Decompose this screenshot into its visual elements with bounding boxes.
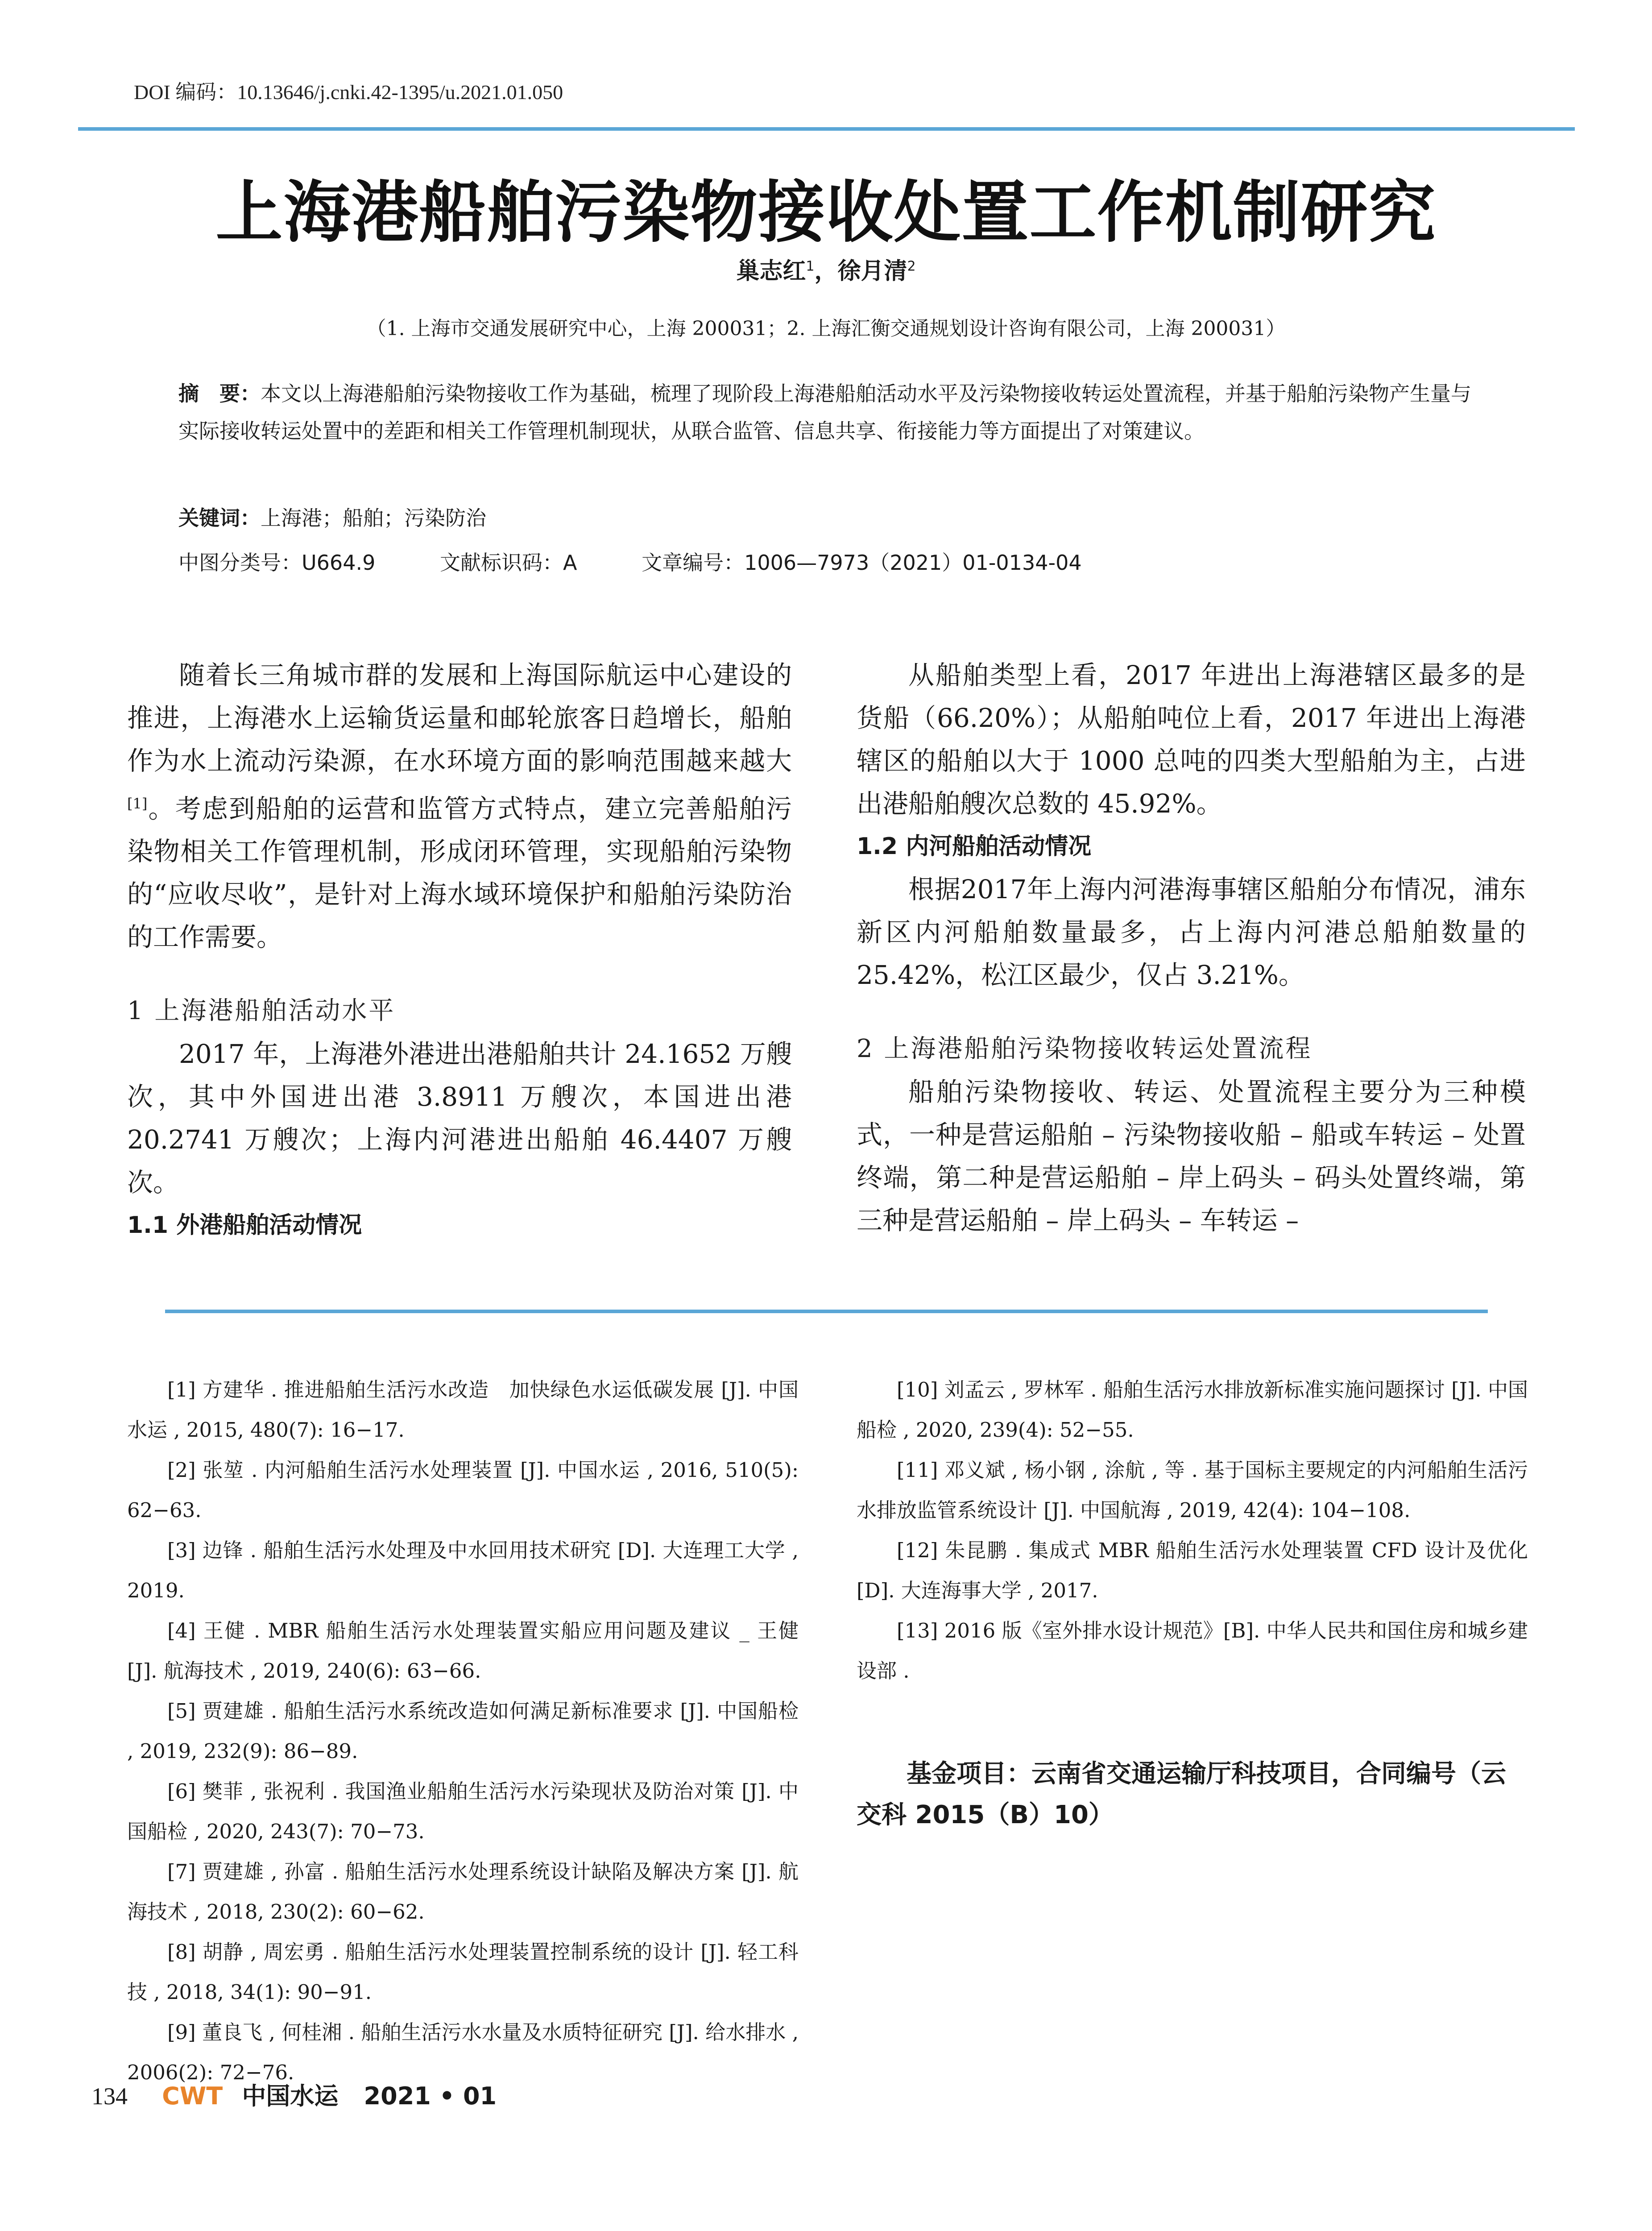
reference-item: [9] 董良飞 , 何桂湘 . 船舶生活污水水量及水质特征研究 [J]. 给水排水 , 2006(2): 72−76. bbox=[127, 2020, 799, 2084]
reference-item: [12] 朱昆鹏 . 集成式 MBR 船舶生活污水处理装置 CFD 设计及优化 [D]. 大连海事大学 , 2017. bbox=[857, 1538, 1528, 1602]
paragraph bbox=[127, 654, 792, 958]
issue-date: 2021 • 01 bbox=[364, 2082, 497, 2110]
article-title: 上海港船舶污染物接收处置工作机制研究 bbox=[215, 173, 1437, 252]
paragraph: 根据2017年上海内河港海事辖区船舶分布情况，浦东新区内河船舶数量最多，占上海内河港总船舶数量的 25.42%，松江区最少，仅占 3.21%。 bbox=[857, 874, 1526, 990]
body-column-right bbox=[857, 654, 1526, 1242]
reference-item: [5] 贾建雄 . 船舶生活污水系统改造如何满足新标准要求 [J]. 中国船检 , 2019, 232(9): 86−89. bbox=[127, 1699, 799, 1763]
header-rule bbox=[78, 127, 1575, 131]
reference-item: [4] 王健 . MBR 船舶生活污水处理装置实船应用问题及建议 _ 王健 [J]. 航海技术 , 2019, 240(6): 63−66. bbox=[127, 1619, 799, 1683]
paragraph: 2017 年，上海港外港进出港船舶共计 24.1652 万艘次，其中外国进出港 3.8911 万艘次，本国进出港 20.2741 万艘次；上海内河港进出船舶 46.4407 万艘次。 bbox=[127, 1039, 792, 1198]
keywords-text: 上海港；船舶；污染防治 bbox=[261, 506, 486, 530]
reference-item: [2] 张堃 . 内河船舶生活污水处理装置 [J]. 中国水运 , 2016, 510(5): 62−63. bbox=[127, 1458, 799, 1522]
document-code: 文献标识码：A bbox=[439, 551, 577, 575]
funding-note: 基金项目：云南省交通运输厅科技项目，合同编号（云交科 2015（B）10） bbox=[857, 1759, 1506, 1829]
clc-number: 中图分类号：U664.9 bbox=[178, 551, 376, 575]
paragraph-text: 随着长三角城市群的发展和上海国际航运中心建设的推进，上海港水上运输货运量和邮轮旅客日趋增长，船舶作为水上流动污染源，在水环境方面的影响范围越来越大 bbox=[127, 660, 792, 776]
section-heading: 2 上海港船舶污染物接收转运处置流程 bbox=[857, 1034, 1312, 1063]
page-number: 134 bbox=[91, 2083, 128, 2110]
page-footer bbox=[91, 2077, 497, 2111]
spacer bbox=[857, 996, 1526, 1028]
reference-item: [7] 贾建雄 , 孙富 . 船舶生活污水处理系统设计缺陷及解决方案 [J]. 航海技术 , 2018, 230(2): 60−62. bbox=[127, 1860, 799, 1924]
abstract-text: 本文以上海港船舶污染物接收工作为基础，梳理了现阶段上海港船舶活动水平及污染物接收转运处置流程，并基于船舶污染物产生量与实际接收转运处置中的差距和相关工作管理机制现状，从联合监管、信息共享、衔接能力等方面提出了对策建议。 bbox=[178, 382, 1471, 443]
reference-item: [13] 2016 版《室外排水设计规范》[B]. 中华人民共和国住房和城乡建设部 . bbox=[857, 1619, 1528, 1683]
reference-item: [1] 方建华 . 推进船舶生活污水改造 加快绿色水运低碳发展 [J]. 中国水运 , 2015, 480(7): 16−17. bbox=[127, 1378, 799, 1442]
author-1: 巢志红 bbox=[736, 258, 806, 285]
abstract bbox=[178, 375, 1481, 450]
reference-item: [6] 樊菲 , 张祝利 . 我国渔业船舶生活污水污染现状及防治对策 [J]. 中国船检 , 2020, 243(7): 70−73. bbox=[127, 1779, 799, 1843]
author-2-affil: 2 bbox=[907, 258, 916, 274]
body-column-left bbox=[127, 654, 792, 1247]
article-number: 文章编号：1006—7973（2021）01-0134-04 bbox=[642, 551, 1082, 575]
citation: [1] bbox=[127, 795, 148, 812]
paragraph-text: 。考虑到船舶的运营和监管方式特点，建立完善船舶污染物相关工作管理机制，形成闭环管理，实现船舶污染物的“应收尽收”，是针对上海水域环境保护和船舶污染防治的工作需要。 bbox=[127, 793, 792, 953]
author-2: 徐月清 bbox=[837, 258, 907, 285]
reference-item: [3] 边锋 . 船舶生活污水处理及中水回用技术研究 [D]. 大连理工大学 , 2019. bbox=[127, 1538, 799, 1602]
abstract-label: 摘 要： bbox=[178, 382, 261, 406]
section-heading: 1 上海港船舶活动水平 bbox=[127, 996, 396, 1026]
paragraph: 船舶污染物接收、转运、处置流程主要分为三种模式，一种是营运船舶 – 污染物接收船 – 船或车转运 – 处置终端，第二种是营运船舶 – 岸上码头 – 码头处置终端，第三种是营运船舶 – 岸上码头 – 车转运 – bbox=[857, 1077, 1526, 1236]
classification-meta bbox=[178, 547, 1140, 576]
reference-item: [10] 刘孟云 , 罗林军 . 船舶生活污水排放新标准实施问题探讨 [J]. 中国船检 , 2020, 239(4): 52−55. bbox=[857, 1378, 1528, 1442]
subsection-heading: 1.1 外港船舶活动情况 bbox=[127, 1212, 362, 1239]
keywords bbox=[178, 502, 486, 531]
references-left bbox=[127, 1370, 799, 2093]
author-1-affil: 1 bbox=[806, 258, 815, 274]
references-right bbox=[857, 1370, 1528, 1691]
keywords-label: 关键词： bbox=[178, 506, 261, 530]
journal-name: 中国水运 bbox=[242, 2082, 339, 2110]
doi-line: DOI 编码：10.13646/j.cnki.42-1395/u.2021.01.050 bbox=[134, 81, 563, 104]
author-separator: ， bbox=[814, 258, 838, 285]
reference-item: [11] 邓义斌 , 杨小钢 , 涂航 , 等 . 基于国标主要规定的内河船舶生活污水排放监管系统设计 [J]. 中国航海 , 2019, 42(4): 104−108. bbox=[857, 1458, 1528, 1522]
subsection-heading: 1.2 内河船舶活动情况 bbox=[857, 833, 1092, 860]
affiliation: （1. 上海市交通发展研究中心，上海 200031；2. 上海汇衡交通规划设计咨询有限公司，上海 200031） bbox=[366, 317, 1286, 340]
cwt-logo: CWT bbox=[162, 2082, 223, 2110]
author-line bbox=[0, 252, 1652, 286]
references-rule bbox=[165, 1310, 1488, 1313]
reference-item: [8] 胡静 , 周宏勇 . 船舶生活污水处理装置控制系统的设计 [J]. 轻工科技 , 2018, 34(1): 90−91. bbox=[127, 1940, 799, 2004]
paragraph: 从船舶类型上看，2017 年进出上海港辖区最多的是货船（66.20%）；从船舶吨位上看，2017 年进出上海港辖区的船舶以大于 1000 总吨的四类大型船舶为主，占进出港船舶艘次总数的 45.92%。 bbox=[857, 660, 1526, 819]
spacer bbox=[127, 958, 792, 990]
